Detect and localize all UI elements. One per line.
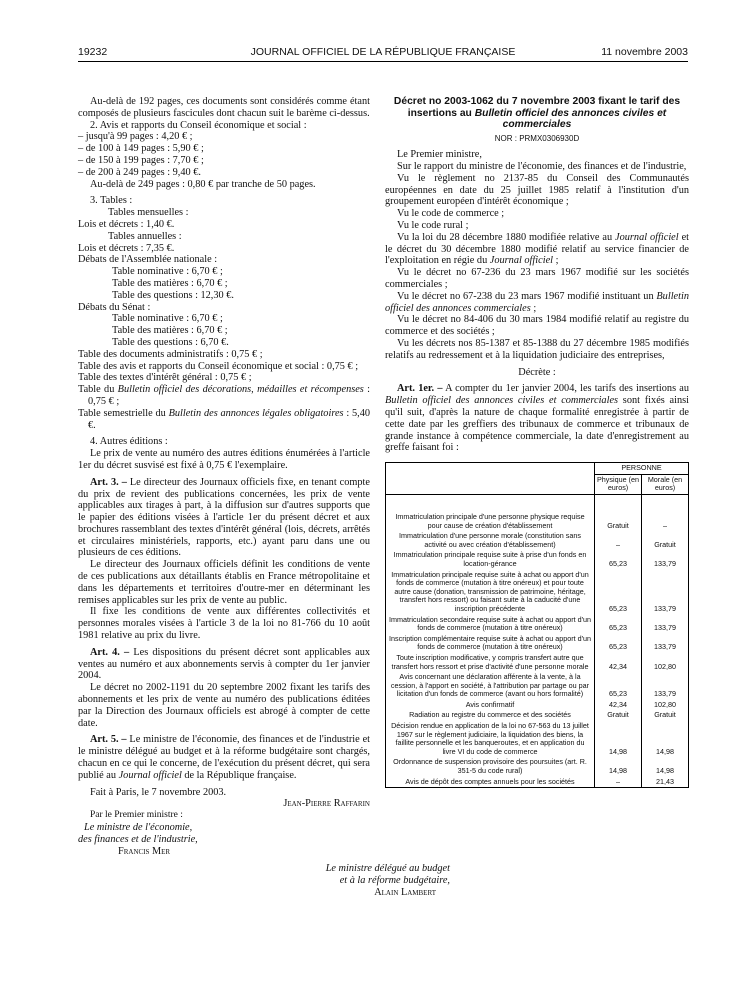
section-heading: 3. Tables : — [90, 195, 133, 207]
section-heading: 2. Avis et rapports du Conseil économique et social : — [90, 119, 307, 131]
cell-physique: Gratuit — [595, 710, 642, 721]
table-row — [386, 700, 689, 711]
row-label: Immatriculation principale d'une personne physique requise pour cause de création d'établissement — [386, 495, 595, 532]
row-label: Immatriculation d'une personne morale (constitution sans activité ou avec création d'établissement) — [386, 531, 595, 550]
subheading: Débats de l'Assemblée nationale : — [78, 254, 218, 266]
cell-morale: 133,79 — [642, 570, 689, 615]
cell-morale: 133,79 — [642, 550, 689, 569]
list-item: Table des questions : 6,70 €. — [112, 336, 229, 348]
table-row — [386, 634, 689, 653]
table-row — [386, 550, 689, 569]
row-label: Toute inscription modificative, y compris transfert autre que transfert hors ressort et prise d'activité d'une personne morale — [386, 653, 595, 672]
cell-physique: 65,23 — [595, 550, 642, 569]
paragraph: Vu le code de commerce ; — [397, 208, 505, 220]
article-1: Art. 1er. – A compter du 1er janvier 2004, les tarifs des insertions au Bulletin officiel des annonces civiles et commerciales sont fixés ainsi qu'il suit, d'après la nature de chaque formalité enregistrée à partir de cette date par les greffiers des tribunaux de commerce et tribunaux de grande instance à compétence commerciale, la date d'enregistrement au greffe faisant foi : — [385, 383, 689, 454]
cell-physique: 65,23 — [595, 634, 642, 653]
article-5: Art. 5. – Le ministre de l'économie, des finances et de l'industrie et le ministre délégué au budget et à la réforme budgétaire sont chargés, chacun en ce qui le concerne, de l'exécution du présent décret, qui sera publié au Journal officiel de la République française. — [78, 734, 371, 781]
cell-morale: Gratuit — [642, 531, 689, 550]
signature-title: et à la réforme budgétaire, — [339, 875, 450, 887]
list-item: Table des questions : 12,30 €. — [112, 289, 234, 301]
journal-title: JOURNAL OFFICIEL DE LA RÉPUBLIQUE FRANÇAISE — [250, 46, 516, 58]
cell-physique: Gratuit — [595, 495, 642, 532]
paragraph: Le directeur des Journaux officiels définit les conditions de vente de ces publications aux détaillants établis en France métropolitaine et dans les départements et territoires d'outre-mer en déterminant les remises applicables sur les prix de vente au public. — [78, 559, 370, 606]
signature-place-date: Fait à Paris, le 7 novembre 2003. — [90, 786, 227, 798]
paragraph: Vu le décret no 84-406 du 30 mars 1984 modifié relatif au registre du commerce et des sociétés ; — [385, 314, 689, 338]
subheading: Tables annuelles : — [108, 230, 182, 242]
table-row — [386, 777, 689, 788]
cell-morale: Gratuit — [642, 710, 689, 721]
list-item: – de 200 à 249 pages : 9,40 €. — [78, 166, 201, 178]
list-item: Table des matières : 6,70 € ; — [112, 277, 228, 289]
row-label: Avis de dépôt des comptes annuels pour les sociétés — [386, 777, 595, 788]
list-item: Table des documents administratifs : 0,75 € ; — [78, 348, 263, 360]
article-3: Art. 3. – Le directeur des Journaux officiels fixe, en tenant compte du prix de revient des publications concernées, les prix de vente applicables aux tirages à part, à la diffusion sur d'autres supports que le papier des éditions visées à l'article 1er du présent décret et aux brochures rassemblant des textes d'intérêt général (lois, décrets, arrêtés et circulaires ministériels, rapports, etc.) ayant paru dans une ou plusieurs de ces éditions. — [78, 476, 370, 559]
cell-physique: – — [595, 777, 642, 788]
list-item: Table nominative : 6,70 € ; — [112, 313, 223, 325]
list-item: – de 100 à 149 pages : 5,90 € ; — [78, 143, 204, 155]
decrete: Décrète : — [518, 366, 556, 378]
column-header-physique: Physique (en euros) — [595, 474, 642, 494]
table-row — [386, 653, 689, 672]
paragraph: Vu le décret no 67-236 du 23 mars 1967 modifié sur les sociétés commerciales ; — [385, 267, 689, 291]
paragraph: Il fixe les conditions de vente aux différentes collectivités et personnes morales visées à l'article 3 de la loi no 81-766 du 10 août 1981 relative au prix du livre. — [78, 606, 370, 642]
list-item: Table du Bulletin officiel des décorations, médailles et récompenses : 0,75 € ; — [78, 384, 370, 407]
right-column — [385, 96, 689, 788]
table-corner — [386, 463, 595, 495]
list-item: – de 150 à 199 pages : 7,70 € ; — [78, 154, 204, 166]
row-label: Ordonnance de suspension provisoire des poursuites (art. R. 351-5 du code rural) — [386, 757, 595, 776]
table-row — [386, 672, 689, 700]
table-row — [386, 757, 689, 776]
cell-morale: 14,98 — [642, 721, 689, 757]
list-item: Table des textes d'intérêt général : 0,75 € ; — [78, 372, 252, 384]
table-row — [386, 710, 689, 721]
cell-physique: 42,34 — [595, 653, 642, 672]
list-item: – jusqu'à 99 pages : 4,20 € ; — [78, 131, 193, 143]
tariff-table — [385, 462, 689, 788]
signature-minister-economy: Francis Mer — [118, 845, 171, 857]
subheading: Débats du Sénat : — [78, 301, 151, 313]
paragraph: Vu le règlement no 2137-85 du Conseil des Communautés européennes en date du 25 juillet 1985 relatif à l'institution d'un groupement européen d'intérêt économique ; — [385, 172, 689, 208]
subheading: Tables mensuelles : — [108, 207, 189, 219]
table-row — [386, 721, 689, 757]
paragraph: Au-delà de 249 pages : 0,80 € par tranche de 50 pages. — [90, 178, 316, 190]
row-label: Avis concernant une déclaration afférente à la vente, à la cession, à l'apport en société, à l'attribution par partage ou par licitation d'un fonds de commerce (avant ou hors formalité) — [386, 672, 595, 700]
cell-morale: 133,79 — [642, 672, 689, 700]
signature-title: Le ministre délégué au budget — [325, 863, 450, 875]
signature-minister-budget: Alain Lambert — [374, 887, 436, 898]
cell-morale: 14,98 — [642, 757, 689, 776]
row-label: Radiation au registre du commerce et des sociétés — [386, 710, 595, 721]
cell-morale: 133,79 — [642, 634, 689, 653]
table-group-header: PERSONNE — [595, 463, 689, 475]
column-header-morale: Morale (en euros) — [642, 474, 689, 494]
cell-morale: 133,79 — [642, 615, 689, 634]
cell-morale: 21,43 — [642, 777, 689, 788]
cell-physique: – — [595, 531, 642, 550]
cell-physique: 14,98 — [595, 721, 642, 757]
cell-morale: 102,80 — [642, 700, 689, 711]
row-label: Immatriculation secondaire requise suite à achat ou apport d'un fonds de commerce (mutation à titre onéreux) — [386, 615, 595, 634]
nor-reference: NOR : PRMX0306930D — [494, 133, 580, 143]
paragraph: Vu le décret no 67-238 du 23 mars 1967 modifié instituant un Bulletin officiel des annonces commerciales ; — [385, 290, 689, 314]
table-row — [386, 615, 689, 634]
cell-physique: 42,34 — [595, 700, 642, 711]
article-4: Art. 4. – Les dispositions du présent décret sont applicables aux ventes au numéro et aux abonnements servis à compter du 1er janvier 2004. — [78, 646, 370, 682]
decree-title: Décret no 2003-1062 du 7 novembre 2003 fixant le tarif des insertions au Bulletin officiel des annonces civiles et commerciales — [393, 96, 681, 130]
paragraph: Vu la loi du 28 décembre 1880 modifiée relative au Journal officiel et le décret du 30 décembre 1880 modifié relatif au service financier de l'exploitation en régie du Journal officiel ; — [385, 231, 689, 267]
row-label: Décision rendue en application de la loi no 67-563 du 13 juillet 1967 sur le règlement judiciaire, la liquidation des biens, la faillite personnelle et les banqueroutes, et en application du livre VI du code de commerce — [386, 721, 595, 757]
table-row — [386, 570, 689, 615]
section-heading: 4. Autres éditions : — [90, 436, 168, 448]
paragraph: Vu les décrets nos 85-1387 et 85-1388 du 27 décembre 1985 modifiés relatifs au redressement et à la liquidation judiciaire des entreprises, — [385, 338, 689, 361]
table-row — [386, 531, 689, 550]
list-item: Lois et décrets : 7,35 €. — [78, 242, 175, 254]
cell-morale: – — [642, 495, 689, 532]
paragraph: Sur le rapport du ministre de l'économie, des finances et de l'industrie, — [397, 161, 687, 173]
row-label: Avis confirmatif — [386, 700, 595, 711]
paragraph: Le décret no 2002-1191 du 20 septembre 2002 fixant les tarifs des abonnements et les prix de vente au numéro des publications éditées par la Direction des Journaux officiels est abrogé à compter de cette date. — [78, 682, 370, 729]
cell-morale: 102,80 — [642, 653, 689, 672]
issue-date: 11 novembre 2003 — [601, 46, 688, 58]
row-label: Immatriculation principale requise suite à prise d'un fonds en location-gérance — [386, 550, 595, 569]
signature-title: Le ministre de l'économie, — [84, 822, 193, 834]
paragraph: Vu le code rural ; — [397, 220, 469, 232]
signature-by: Par le Premier ministre : — [90, 810, 183, 821]
signature-title: des finances et de l'industrie, — [78, 833, 198, 845]
cell-physique: 65,23 — [595, 570, 642, 615]
table-body — [386, 495, 689, 788]
cell-physique: 14,98 — [595, 757, 642, 776]
header-rule — [78, 61, 688, 62]
table-row — [386, 495, 689, 532]
signature-prime-minister: Jean-Pierre Raffarin — [283, 798, 370, 810]
list-item: Table semestrielle du Bulletin des annonces légales obligatoires : 5,40 €. — [78, 407, 370, 431]
list-item: Lois et décrets : 1,40 €. — [78, 218, 175, 230]
page-number: 19232 — [78, 46, 108, 58]
paragraph: Le prix de vente au numéro des autres éditions énumérées à l'article 1er du décret susvisé est fixé à 0,75 € l'exemplaire. — [78, 448, 370, 471]
list-item: Table des matières : 6,70 € ; — [112, 325, 228, 337]
row-label: Inscription complémentaire requise suite à achat ou apport d'un fonds de commerce (mutation à titre onéreux) — [386, 634, 595, 653]
cell-physique: 65,23 — [595, 615, 642, 634]
row-label: Immatriculation principale requise suite à achat ou apport d'un fonds de commerce (mutation à titre onéreux) et pour toute autre cause (donation, transmission de patrimoine, héritage, transfert hors ressort) ou faisant suite à la caducité d'une inscription précédente — [386, 570, 595, 615]
list-item: Table nominative : 6,70 € ; — [112, 266, 223, 278]
cell-physique: 65,23 — [595, 672, 642, 700]
paragraph: Au-delà de 192 pages, ces documents sont considérés comme étant composés de plusieurs fascicules dont chacun suit le barème ci-dessus. — [78, 96, 370, 119]
list-item: Table des avis et rapports du Conseil économique et social : 0,75 € ; — [78, 360, 359, 372]
paragraph: Le Premier ministre, — [397, 149, 482, 161]
